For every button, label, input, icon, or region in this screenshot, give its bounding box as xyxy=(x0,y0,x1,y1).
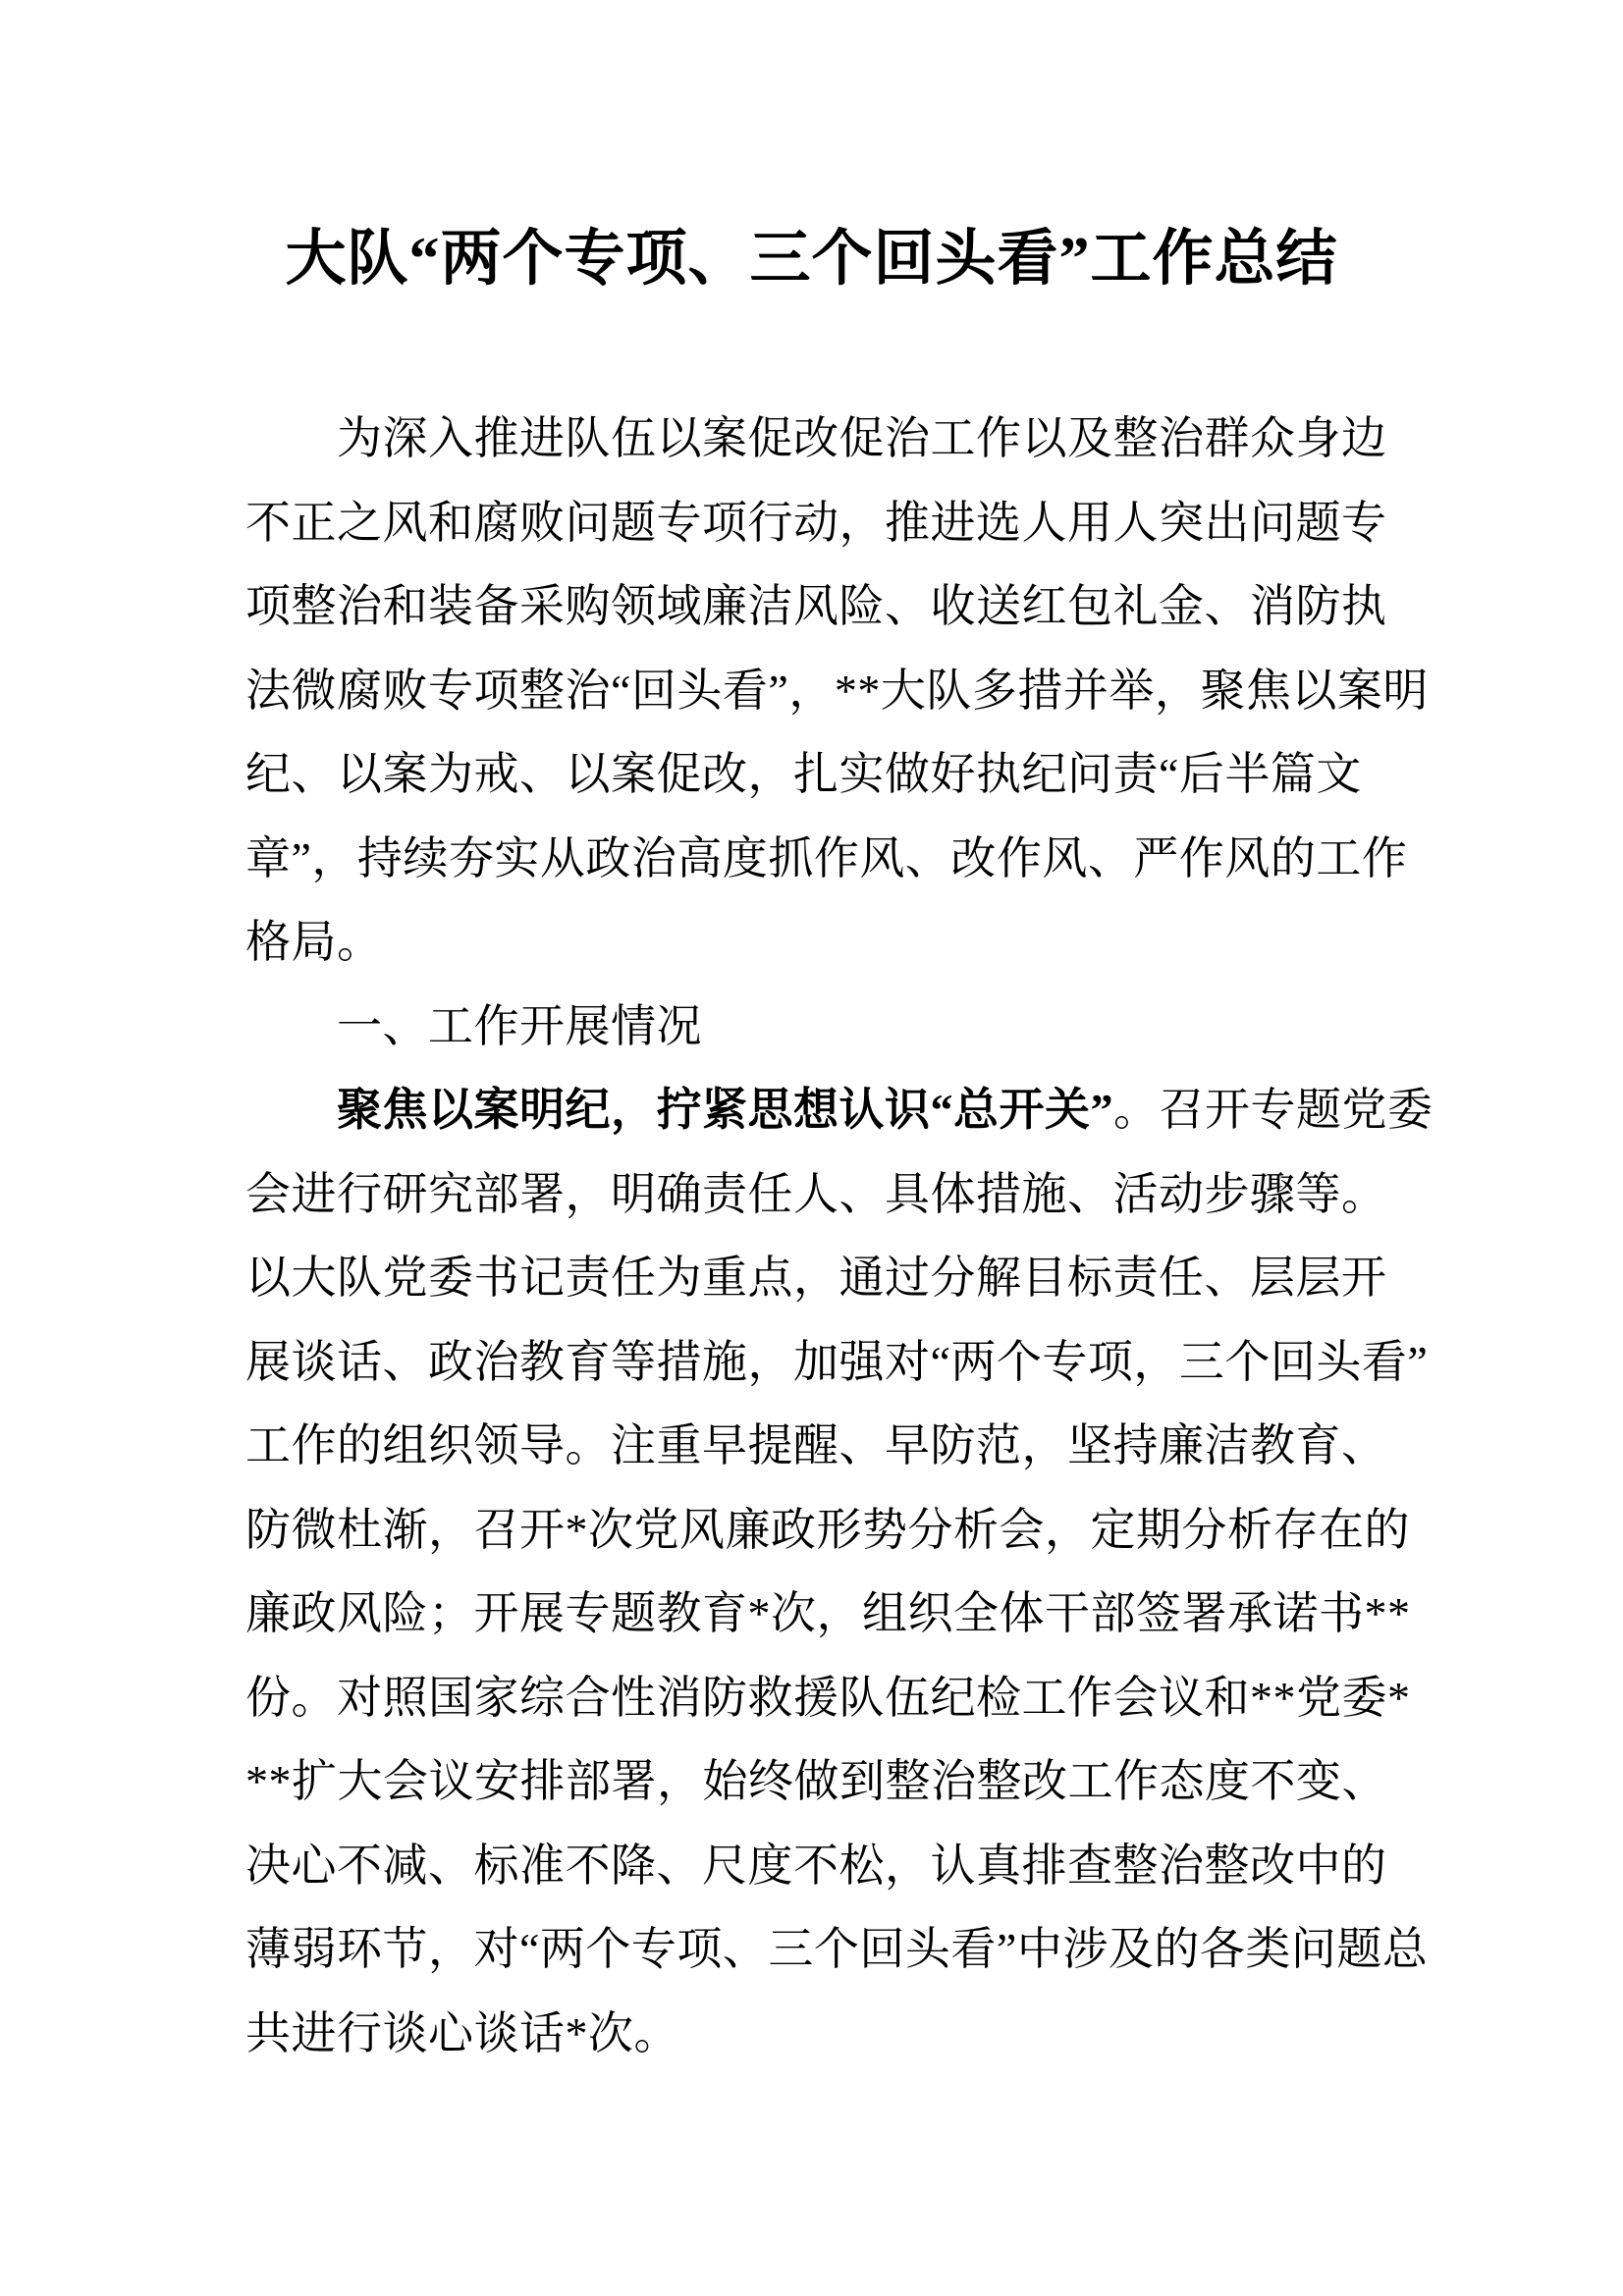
text-segment: 章”，持续夯实从政治高度抓作风、改作风、严作风的工作 xyxy=(245,832,1408,883)
text-segment: 决心不减、标准不降、尺度不松，认真排查整治整改中的 xyxy=(245,1840,1387,1891)
text-line xyxy=(245,1152,1473,1237)
text-segment: 共进行谈心谈话*次。 xyxy=(245,2007,679,2058)
text-segment: 展谈话、政治教育等措施，加强对“两个专项，三个回头看” xyxy=(245,1336,1429,1387)
text-line xyxy=(245,985,1473,1069)
text-line xyxy=(245,1236,1473,1320)
text-line xyxy=(245,817,1473,901)
text-segment: 廉政风险；开展专题教育*次，组织全体干部签署承诺书** xyxy=(245,1588,1411,1638)
text-segment: 法微腐败专项整治“回头看”，**大队多措并举，聚焦以案明 xyxy=(245,665,1429,716)
document-body xyxy=(245,397,1473,2075)
text-segment: 为深入推进队伍以案促改促治工作以及整治群众身边 xyxy=(337,413,1387,463)
text-line xyxy=(245,564,1473,649)
text-segment: 项整治和装备采购领域廉洁风险、收送红包礼金、消防执 xyxy=(245,581,1387,631)
text-line xyxy=(245,397,1473,481)
text-line xyxy=(245,1907,1473,1992)
text-line xyxy=(245,1572,1473,1656)
text-line xyxy=(245,649,1473,733)
text-segment: 薄弱环节，对“两个专项、三个回头看”中涉及的各类问题总 xyxy=(245,1924,1429,1974)
text-segment: 纪、以案为戒、以案促改，扎实做好执纪问责“后半篇文 xyxy=(245,749,1362,799)
text-segment: 格局。 xyxy=(245,917,383,967)
text-segment: **扩大会议安排部署，始终做到整治整改工作态度不变、 xyxy=(245,1756,1387,1806)
bold-text-segment: 聚焦以案明纪，拧紧思想认识“总开关” xyxy=(337,1085,1113,1135)
text-line xyxy=(245,1488,1473,1573)
text-line xyxy=(245,1739,1473,1824)
text-segment: 防微杜渐，召开*次党风廉政形势分析会，定期分析存在的 xyxy=(245,1504,1410,1555)
text-segment: 工作的组织领导。注重早提醒、早防范，坚持廉洁教育、 xyxy=(245,1420,1387,1470)
text-line xyxy=(245,1824,1473,1908)
intro-paragraph xyxy=(245,397,1473,985)
text-segment: 。召开专题党委 xyxy=(1113,1085,1434,1135)
text-line xyxy=(245,900,1473,985)
text-segment: 以大队党委书记责任为重点，通过分解目标责任、层层开 xyxy=(245,1253,1387,1303)
text-line xyxy=(245,481,1473,565)
text-segment: 一、工作开展情况 xyxy=(337,1000,702,1051)
text-line xyxy=(245,1992,1473,2076)
text-line xyxy=(245,1404,1473,1488)
text-line xyxy=(245,1656,1473,1740)
text-line xyxy=(245,1068,1473,1152)
text-segment: 不正之风和腐败问题专项行动，推进选人用人突出问题专 xyxy=(245,497,1387,548)
text-line xyxy=(245,1320,1473,1405)
text-line xyxy=(245,732,1473,817)
document-title: 大队“两个专项、三个回头看”工作总结 xyxy=(285,226,1338,293)
text-segment: 会进行研究部署，明确责任人、具体措施、活动步骤等。 xyxy=(245,1168,1387,1219)
text-segment: 份。对照国家综合性消防救援队伍纪检工作会议和**党委* xyxy=(245,1672,1411,1723)
section-heading xyxy=(245,985,1473,1069)
section-1-paragraph xyxy=(245,1068,1473,2075)
